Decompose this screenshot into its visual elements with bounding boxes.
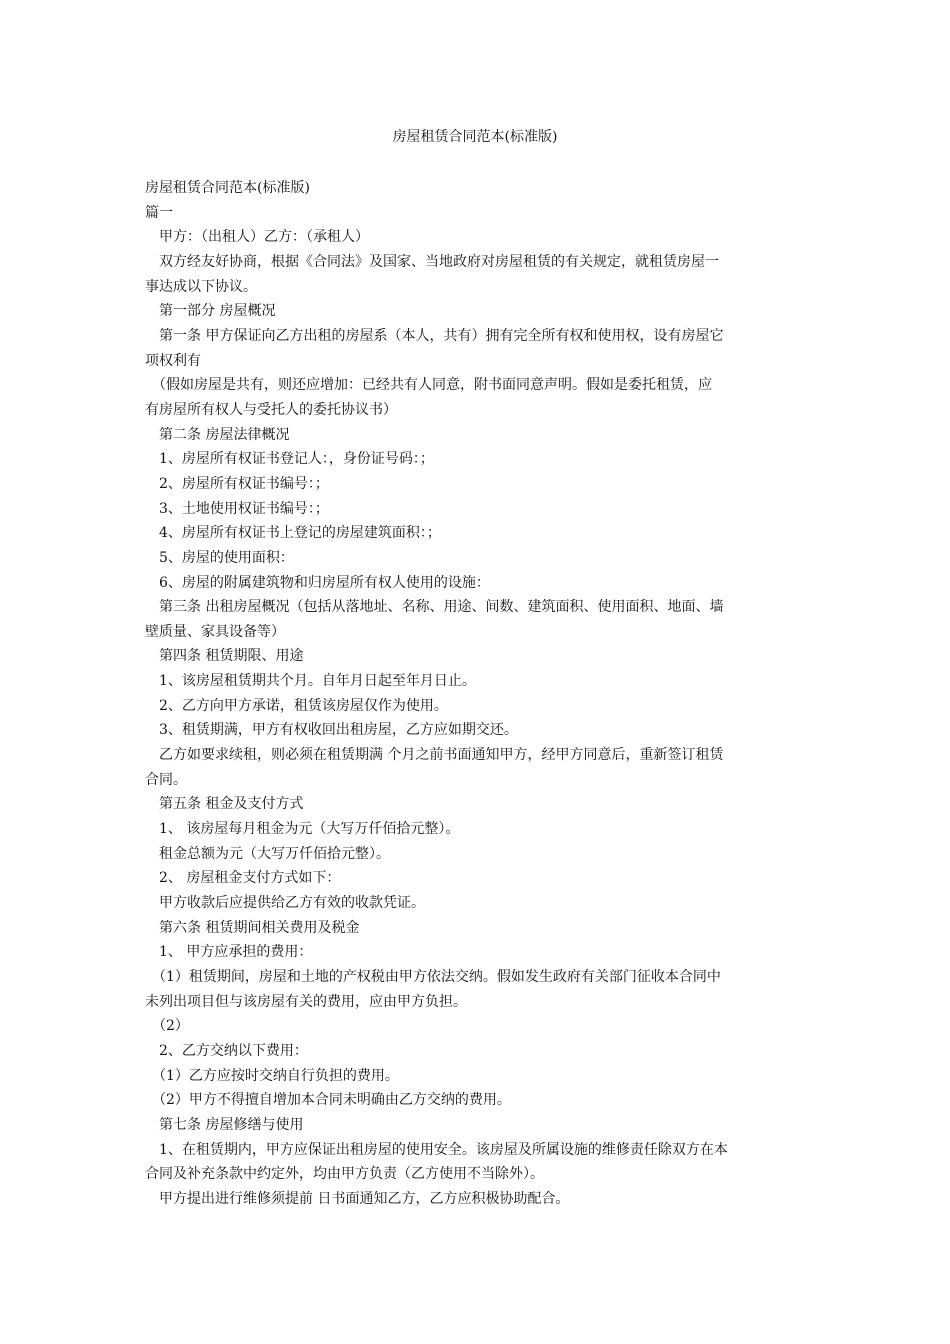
text-line: 壁质量、家具设备等）: [145, 623, 285, 640]
text-line: （1）租赁期间，房屋和土地的产权税由甲方依法交纳。假如发生政府有关部门征收本合同中: [145, 969, 721, 985]
text-line: 第一部分 房屋概况: [145, 303, 276, 320]
text-line: 2、 房屋租金支付方式如下：: [145, 870, 341, 887]
text-line: 未列出项目但与该房屋有关的费用，应由甲方负担。: [145, 993, 467, 1010]
text-line: 2、乙方交纳以下费用：: [145, 1042, 308, 1059]
text-line: 房屋租赁合同范本(标准版): [145, 180, 310, 196]
text-line: 第六条 租赁期间相关费用及税金: [145, 919, 360, 936]
text-line: 合同。: [145, 771, 187, 788]
text-line: 1、 该房屋每月租金为元（大写万仟佰拾元整）。: [145, 821, 460, 838]
text-line: （2）甲方不得擅自增加本合同未明确由乙方交纳的费用。: [145, 1092, 511, 1109]
text-line: 乙方如要求续租，则必须在租赁期满 个月之前书面通知甲方，经甲方同意后，重新签订租赁: [145, 747, 724, 764]
text-line: 项权利有: [145, 352, 201, 369]
text-line: 甲方：（出租人）乙方：（承租人）: [145, 229, 369, 246]
text-line: 甲方收款后应提供给乙方有效的收款凭证。: [145, 895, 425, 912]
text-line: 第四条 租赁期限、用途: [145, 648, 304, 665]
text-line: 1、 甲方应承担的费用：: [145, 944, 313, 961]
text-line: 第二条 房屋法律概况: [145, 426, 290, 443]
text-line: 2、乙方向甲方承诺，租赁该房屋仅作为使用。: [145, 697, 448, 714]
text-line: 有房屋所有权人与受托人的委托协议书）: [145, 401, 397, 418]
text-line: （2）: [145, 1018, 189, 1035]
text-line: 5、房屋的使用面积：: [145, 549, 294, 566]
document-body: [145, 176, 810, 1212]
text-line: 3、土地使用权证书编号：；: [145, 500, 329, 517]
text-line: （1）乙方应按时交纳自行负担的费用。: [145, 1067, 399, 1084]
text-line: 合同及补充条款中约定外，均由甲方负责（乙方使用不当除外）。: [145, 1166, 544, 1183]
text-line: 第五条 租金及支付方式: [145, 796, 304, 813]
text-line: 1、房屋所有权证书登记人：，身份证号码：；: [145, 451, 434, 468]
text-line: 第一条 甲方保证向乙方出租的房屋系（本人，共有）拥有完全所有权和使用权，设有房屋它: [145, 327, 724, 344]
document-title: 房屋租赁合同范本(标准版): [392, 129, 558, 145]
text-line: 1、在租赁期内，甲方应保证出租房屋的使用安全。该房屋及所属设施的维修责任除双方在本: [145, 1141, 728, 1158]
text-line: 6、房屋的附属建筑物和归房屋所有权人使用的设施：: [145, 574, 490, 591]
text-line: 1、该房屋租赁期共个月。自年月日起至年月日止。: [145, 673, 476, 690]
text-line: 第七条 房屋修缮与使用: [145, 1116, 304, 1133]
text-line: 租金总额为元（大写万仟佰拾元整）。: [145, 845, 390, 862]
text-line: 3、租赁期满，甲方有权收回出租房屋，乙方应如期交还。: [145, 722, 518, 739]
text-line: 事达成以下协议。: [145, 278, 257, 295]
text-line: 2、房屋所有权证书编号：；: [145, 475, 329, 492]
text-line: 双方经友好协商，根据《合同法》及国家、当地政府对房屋租赁的有关规定，就租赁房屋一: [145, 253, 719, 270]
text-line: 甲方提出进行维修须提前 日书面通知乙方，乙方应积极协助配合。: [145, 1190, 570, 1207]
text-line: 4、房屋所有权证书上登记的房屋建筑面积：；: [145, 525, 441, 542]
text-line: 第三条 出租房屋概况（包括从落地址、名称、用途、间数、建筑面积、使用面积、地面、墙: [145, 599, 724, 616]
text-line: （假如房屋是共有，则还应增加：已经共有人同意，附书面同意声明。假如是委托租赁，应: [145, 377, 712, 394]
text-line: 篇一: [145, 204, 173, 221]
